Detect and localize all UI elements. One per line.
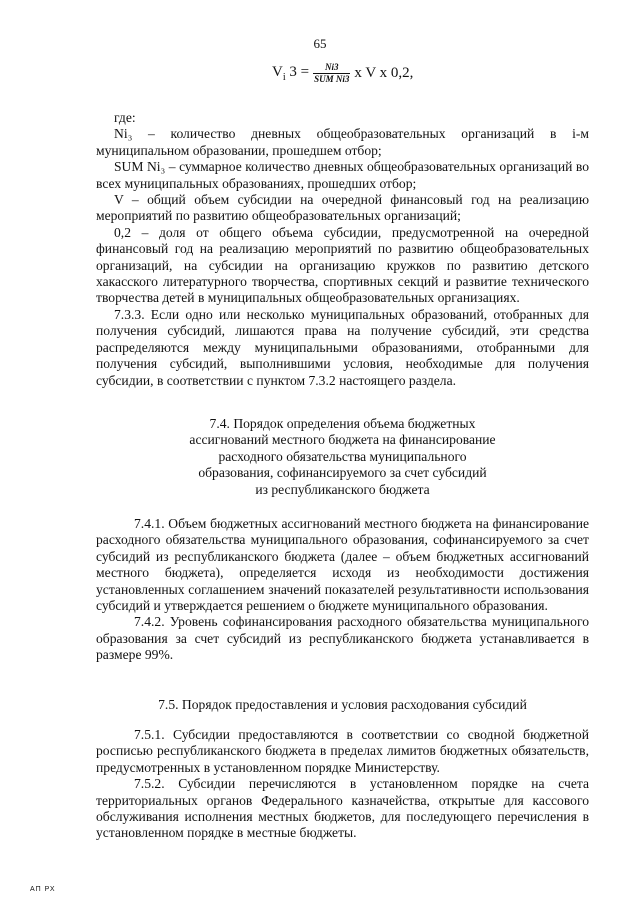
formula-lhs: $V_i$ 3 = [272, 64, 310, 83]
section-heading-line: расходного обязательства муниципального [218, 448, 467, 464]
formula-fraction [313, 62, 350, 85]
section-heading-line: ассигнований местного бюджета на финансирование [189, 432, 496, 448]
definition-share: 0,2 – доля от общего объема субсидии, предусмотренной на очередной финансовый год на реализацию мероприятий по развитию общеобразовательных организаций, на субсидии на организацию кружков по развитию детского хакасского литературного творчества, спортивных секций и развитие технического творчества детей в муниципальных общеобразовательных организациях. [96, 224, 589, 306]
section-7-4-body [96, 516, 589, 664]
where-label: где: [114, 110, 136, 125]
subsidy-formula [272, 62, 413, 85]
paragraph-7-5-1: 7.5.1. Субсидии предоставляются в соответствии со сводной бюджетной росписью республиканского бюджета в пределах лимитов бюджетных обязательств, предусмотренных в установленном порядке Министерству. [96, 727, 589, 775]
page-number: 65 [313, 36, 327, 51]
paragraph-7-3-3: 7.3.3. Если одно или несколько муниципальных образований, отобранных для получения субсидий, лишаются права на получение субсидий, эти средства распределяются между муниципальными образованиями, отобранными для получения субсидий, выполнившими условия, необходимые для получения субсидии, в соответствии с пунктом 7.3.2 настоящего раздела. [96, 306, 589, 388]
footer-stamp: АП РХ [30, 886, 56, 893]
definition-v: V – общий объем субсидии на очередной финансовый год на реализацию мероприятий по развитию общеобразовательных организаций; [96, 192, 589, 224]
section-heading-line: из республиканского бюджета [255, 481, 430, 497]
paragraph-7-4-1: 7.4.1. Объем бюджетных ассигнований местного бюджета на финансирование расходного обязательства муниципального образования, софинансируемого за счет субсидий из республиканского бюджета (далее – объем бюджетных ассигнований местного бюджета), определяется исходя из необходимости достижения установленных соглашением значений показателей результативности использования субсидий и утверждается решением о бюджете муниципального образования. [96, 516, 589, 614]
section-heading: 7.5. Порядок предоставления и условия расходования субсидий [158, 697, 527, 712]
definition-sum-ni3: SUM Ni₃ – суммарное количество дневных общеобразовательных организаций во всех муниципальных образованиях, прошедших отбор; [96, 159, 589, 191]
section-heading-line: образования, софинансируемого за счет субсидий [198, 465, 487, 481]
paragraph-7-5-2: 7.5.2. Субсидии перечисляются в установленном порядке на счета территориальных органов Федерального казначейства, открытые для кассового обслуживания исполнения местных бюджетов, для последующего перечисления в установленном порядке в местные бюджеты. [96, 776, 589, 841]
section-7-5-body [96, 727, 589, 842]
paragraph-7-4-2: 7.4.2. Уровень софинансирования расходного обязательства муниципального образования за счет субсидий из республиканского бюджета устанавливается в размере 99%. [96, 614, 589, 663]
section-7-4-heading [96, 416, 589, 498]
definitions-block [96, 110, 589, 389]
formula-numerator: Ni3 [324, 62, 339, 72]
definition-ni3: Ni₃ – количество дневных общеобразовательных организаций в i-м муниципальном образовании, прошедшем отбор; [96, 126, 589, 158]
formula-rhs: x V x 0,2, [354, 65, 414, 81]
formula-denominator: SUM Ni3 [314, 74, 350, 84]
section-heading-line: 7.4. Порядок определения объема бюджетных [209, 416, 476, 431]
section-7-5-heading [96, 697, 589, 713]
